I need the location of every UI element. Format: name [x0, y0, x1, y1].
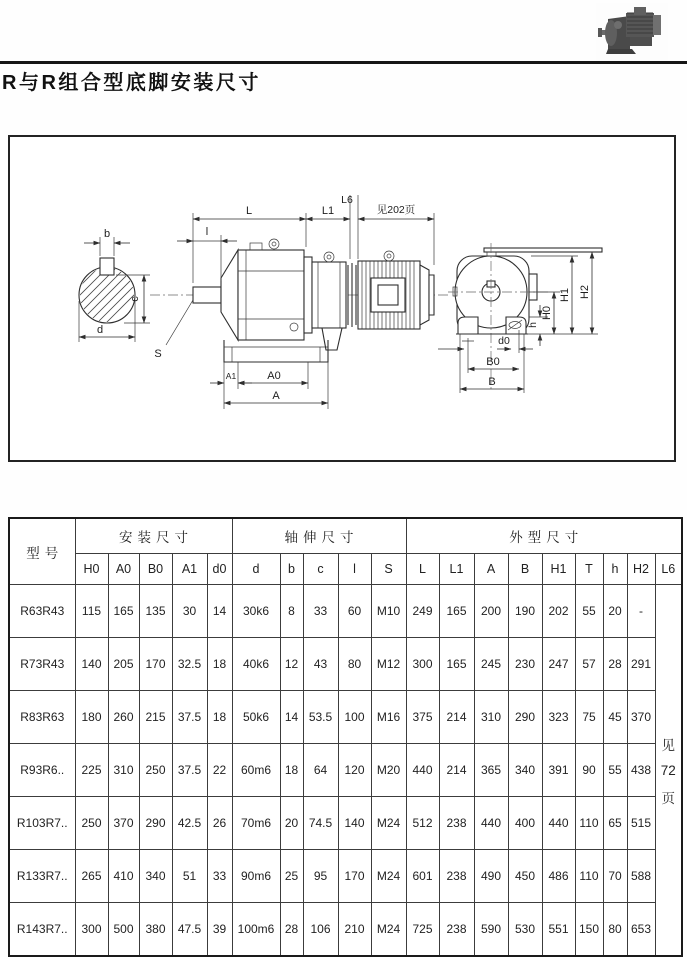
value-cell: M12: [371, 638, 406, 691]
value-cell: 33: [303, 585, 338, 638]
dim-label-A0: A0: [267, 370, 281, 382]
value-cell: 205: [108, 638, 139, 691]
value-cell: 80: [338, 638, 371, 691]
value-cell: 265: [75, 850, 108, 903]
column-header-H0: H0: [75, 554, 108, 585]
value-cell: 120: [338, 744, 371, 797]
see-page-note-line: 页: [661, 790, 676, 806]
value-cell: 365: [474, 744, 508, 797]
column-header-A: A: [474, 554, 508, 585]
table-row: [9, 638, 682, 691]
value-cell: 165: [108, 585, 139, 638]
table-row: [9, 903, 682, 957]
column-header-l: l: [338, 554, 371, 585]
technical-drawing: [8, 135, 676, 462]
value-cell: 74.5: [303, 797, 338, 850]
gearmotor-photo-icon: [596, 3, 668, 61]
value-cell: 238: [439, 850, 474, 903]
value-cell: M24: [371, 903, 406, 957]
model-cell: R63R43: [9, 585, 75, 638]
dim-label-A1: A1: [225, 371, 237, 381]
value-cell: 200: [474, 585, 508, 638]
value-cell: M10: [371, 585, 406, 638]
table-row: [9, 744, 682, 797]
value-cell: 245: [474, 638, 508, 691]
model-cell: R73R43: [9, 638, 75, 691]
value-cell: 47.5: [172, 903, 207, 957]
value-cell: 590: [474, 903, 508, 957]
see-page-202-note: 见202页: [376, 204, 416, 216]
value-cell: 20: [280, 797, 303, 850]
column-header-S: S: [371, 554, 406, 585]
header-rule: [0, 61, 687, 64]
dim-label-d: d: [96, 324, 104, 336]
value-cell: 22: [207, 744, 232, 797]
value-cell: 18: [207, 691, 232, 744]
see-page-note: [655, 585, 682, 957]
value-cell: 486: [542, 850, 575, 903]
value-cell: 28: [603, 638, 627, 691]
value-cell: 370: [108, 797, 139, 850]
value-cell: 12: [280, 638, 303, 691]
value-cell: 57: [575, 638, 603, 691]
value-cell: 90: [575, 744, 603, 797]
value-cell: 70m6: [232, 797, 280, 850]
column-header-B: B: [508, 554, 542, 585]
value-cell: 202: [542, 585, 575, 638]
dimensions-table: [8, 517, 683, 957]
value-cell: 14: [280, 691, 303, 744]
column-header-L6: L6: [655, 554, 682, 585]
column-header-L: L: [406, 554, 439, 585]
column-header-d0: d0: [207, 554, 232, 585]
product-photo: [596, 3, 668, 61]
value-cell: 32.5: [172, 638, 207, 691]
front-view: [438, 243, 602, 393]
value-cell: 75: [575, 691, 603, 744]
value-cell: 391: [542, 744, 575, 797]
model-cell: R83R63: [9, 691, 75, 744]
value-cell: 140: [338, 797, 371, 850]
model-cell: R133R7..: [9, 850, 75, 903]
value-cell: 42.5: [172, 797, 207, 850]
group-header-overall: 外型尺寸: [406, 518, 682, 554]
value-cell: 60: [338, 585, 371, 638]
value-cell: 55: [603, 744, 627, 797]
value-cell: 214: [439, 744, 474, 797]
value-cell: 33: [207, 850, 232, 903]
dim-label-L6: L6: [341, 194, 353, 206]
value-cell: 440: [474, 797, 508, 850]
value-cell: 310: [108, 744, 139, 797]
dim-label-L: L: [245, 205, 253, 217]
value-cell: 400: [508, 797, 542, 850]
table-row: [9, 850, 682, 903]
value-cell: 28: [280, 903, 303, 957]
value-cell: 260: [108, 691, 139, 744]
dim-label-H1: H1: [559, 287, 571, 303]
value-cell: 39: [207, 903, 232, 957]
value-cell: 238: [439, 797, 474, 850]
value-cell: 225: [75, 744, 108, 797]
value-cell: 115: [75, 585, 108, 638]
see-page-note-line: 72: [660, 762, 676, 778]
page-title: R与R组合型底脚安装尺寸: [2, 72, 261, 94]
dim-label-L1: L1: [321, 205, 335, 217]
value-cell: 490: [474, 850, 508, 903]
dim-label-b: b: [103, 228, 111, 240]
value-cell: 249: [406, 585, 439, 638]
value-cell: 180: [75, 691, 108, 744]
dim-label-S: S: [154, 348, 162, 360]
column-header-T: T: [575, 554, 603, 585]
value-cell: 438: [627, 744, 655, 797]
value-cell: 43: [303, 638, 338, 691]
value-cell: M24: [371, 797, 406, 850]
see-page-note-line: 见: [661, 737, 676, 753]
value-cell: 30: [172, 585, 207, 638]
value-cell: 140: [75, 638, 108, 691]
value-cell: 53.5: [303, 691, 338, 744]
value-cell: M24: [371, 850, 406, 903]
value-cell: 95: [303, 850, 338, 903]
value-cell: 14: [207, 585, 232, 638]
value-cell: 150: [575, 903, 603, 957]
value-cell: 291: [627, 638, 655, 691]
dim-label-B0: B0: [486, 356, 500, 368]
column-header-L1: L1: [439, 554, 474, 585]
value-cell: 90m6: [232, 850, 280, 903]
column-header-d: d: [232, 554, 280, 585]
shaft-section-view: [41, 228, 164, 342]
value-cell: M16: [371, 691, 406, 744]
column-header-H2: H2: [627, 554, 655, 585]
value-cell: 30k6: [232, 585, 280, 638]
model-cell: R93R6..: [9, 744, 75, 797]
value-cell: 551: [542, 903, 575, 957]
value-cell: 250: [75, 797, 108, 850]
value-cell: 290: [508, 691, 542, 744]
value-cell: 110: [575, 850, 603, 903]
value-cell: 60m6: [232, 744, 280, 797]
value-cell: 500: [108, 903, 139, 957]
value-cell: 247: [542, 638, 575, 691]
value-cell: 380: [139, 903, 172, 957]
column-header-B0: B0: [139, 554, 172, 585]
model-cell: R103R7..: [9, 797, 75, 850]
value-cell: 64: [303, 744, 338, 797]
dim-label-H0: H0: [541, 305, 553, 321]
group-header-mounting: 安装尺寸: [75, 518, 232, 554]
value-cell: 170: [139, 638, 172, 691]
value-cell: 601: [406, 850, 439, 903]
value-cell: 106: [303, 903, 338, 957]
value-cell: 230: [508, 638, 542, 691]
value-cell: 37.5: [172, 744, 207, 797]
value-cell: 530: [508, 903, 542, 957]
value-cell: 653: [627, 903, 655, 957]
column-header-H1: H1: [542, 554, 575, 585]
value-cell: 515: [627, 797, 655, 850]
value-cell: 725: [406, 903, 439, 957]
column-header-b: b: [280, 554, 303, 585]
value-cell: 51: [172, 850, 207, 903]
value-cell: 440: [542, 797, 575, 850]
value-cell: 170: [338, 850, 371, 903]
dim-label-c: c: [129, 296, 141, 302]
value-cell: 110: [575, 797, 603, 850]
header-group-row: [9, 518, 682, 554]
side-view: [150, 239, 448, 362]
group-header-shaft: 轴伸尺寸: [232, 518, 406, 554]
table-row: [9, 797, 682, 850]
value-cell: 290: [139, 797, 172, 850]
dim-label-B: B: [488, 376, 496, 388]
value-cell: 300: [406, 638, 439, 691]
model-cell: R143R7..: [9, 903, 75, 957]
value-cell: 165: [439, 638, 474, 691]
value-cell: 300: [75, 903, 108, 957]
value-cell: 26: [207, 797, 232, 850]
header-sub-row: [9, 554, 682, 585]
bottom-dimensions: [210, 362, 328, 409]
value-cell: M20: [371, 744, 406, 797]
value-cell: 100m6: [232, 903, 280, 957]
value-cell: 214: [439, 691, 474, 744]
value-cell: 18: [207, 638, 232, 691]
value-cell: 18: [280, 744, 303, 797]
value-cell: 340: [508, 744, 542, 797]
value-cell: 8: [280, 585, 303, 638]
value-cell: 45: [603, 691, 627, 744]
value-cell: 20: [603, 585, 627, 638]
value-cell: 310: [474, 691, 508, 744]
dim-label-H2: H2: [579, 284, 591, 300]
value-cell: 370: [627, 691, 655, 744]
value-cell: 210: [338, 903, 371, 957]
dim-label-l: l: [205, 226, 209, 238]
value-cell: 135: [139, 585, 172, 638]
column-header-h: h: [603, 554, 627, 585]
value-cell: 440: [406, 744, 439, 797]
value-cell: 450: [508, 850, 542, 903]
value-cell: 70: [603, 850, 627, 903]
dim-label-d0: d0: [498, 335, 510, 347]
value-cell: 25: [280, 850, 303, 903]
value-cell: 512: [406, 797, 439, 850]
column-header-model: 型号: [9, 518, 75, 585]
value-cell: 238: [439, 903, 474, 957]
value-cell: 55: [575, 585, 603, 638]
value-cell: 215: [139, 691, 172, 744]
value-cell: 375: [406, 691, 439, 744]
value-cell: 588: [627, 850, 655, 903]
value-cell: 165: [439, 585, 474, 638]
table-row: [9, 585, 682, 638]
column-header-c: c: [303, 554, 338, 585]
value-cell: 100: [338, 691, 371, 744]
dim-label-A: A: [272, 390, 280, 402]
table-row: [9, 691, 682, 744]
column-header-A0: A0: [108, 554, 139, 585]
dimension-drawing: [10, 137, 674, 460]
dim-label-h: h: [527, 322, 539, 328]
value-cell: 80: [603, 903, 627, 957]
value-cell: 323: [542, 691, 575, 744]
value-cell: 190: [508, 585, 542, 638]
value-cell: 40k6: [232, 638, 280, 691]
value-cell: -: [627, 585, 655, 638]
column-header-A1: A1: [172, 554, 207, 585]
value-cell: 37.5: [172, 691, 207, 744]
value-cell: 50k6: [232, 691, 280, 744]
value-cell: 65: [603, 797, 627, 850]
value-cell: 340: [139, 850, 172, 903]
value-cell: 250: [139, 744, 172, 797]
value-cell: 410: [108, 850, 139, 903]
